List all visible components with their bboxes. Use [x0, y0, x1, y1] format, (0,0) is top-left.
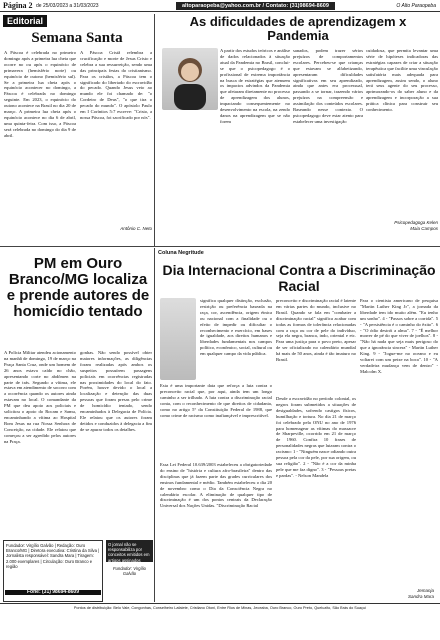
story1-column-3: cuidadosa, que permita levantar uma série de hipóteses indicadoras das estratégias capazes de criar a situação terapêutica que facilite uma vinculação satisfatória mais adequada para aprendizagem, assim sendo, o aluno terá seus agente do seu processo, aprimorando-os do saber aluno e da aprendizagem e incorporação a sua prática clínica para construir seu conhecimento.	[366, 48, 438, 113]
story3-column-1c: Essa Lei Federal 10.639/2003 estabeleceu a obrigatoriedade do ensino de "história e cultura afro-brasileira" dentro das disciplinas que já fazem parte das grades curriculares dos ensinos fundamental e médio. Também estabeleceu o dia 20 de novembro como o Dia da Consciência Negra no calendário escolar. A eliminação de qualquer tipo de discriminação é um dos pontos centrais da Declaração Universal dos Nações Unidas. "Discriminação Racial	[160, 462, 272, 509]
column-illustration	[160, 298, 196, 380]
author-photo	[162, 48, 218, 110]
story1-signature-1: Psicopedagoga Kelen	[394, 220, 438, 225]
story3-column-1b: Esta é uma importante data que reforça a luta contra o preconceito racial que, por aqui, ainda tem um longo caminho a ser trilhado. A luta contra a discriminação racial conta, com o reconhecimento de que direitos de cidadania, como no artigo 5° da Constituição Federal de 1988, que como crime de racismo como inafiançável e imprescritível.	[160, 383, 272, 418]
brand-mark: O Alto Paraopeba	[396, 2, 436, 9]
section-divider	[0, 246, 440, 247]
story2-title: PM em Ouro Branco/MG localiza e prende autores de homicídio tentado	[6, 255, 150, 320]
column-kicker: Coluna Negritude	[158, 250, 204, 256]
column-divider	[154, 14, 155, 246]
story3-signature-2: Sandra Mara	[407, 594, 434, 599]
contact-banner: altoparaopeba@yahoo.com.br / Contato: (31)98694-8609	[176, 2, 335, 10]
page-number: Página 2	[3, 1, 33, 10]
editorial-column-2: A Páscoa Cristã relembra a crucificação e morte de Jesus Cristo e celebra a sua ressurreição, sendo uma das principais festas do cristianismo. Para os cristãos, a Páscoa tem o significado do libertado do escravidão do pecado. Quando Jesus veio ao mundo ele foi chamado de: "o Cordeiro de Deus", "o que tira o pecado do mundo". O apóstolo Paulo em I Coríntios 5:7 escreve: "Cristo, a nossa Páscoa, foi sacrificado por nós".	[80, 50, 152, 120]
founder-credit: Fundador: Virgílio Galvão	[113, 566, 146, 577]
editorial-tag: Editorial	[3, 15, 47, 27]
editorial-signature: Antônio C. Neto	[120, 226, 152, 231]
contact-phone: Fone: (31) 98694-8609	[5, 590, 101, 595]
story3-column-1a: significa qualquer distinção, exclusão, restrição ou preferência baseada na raça, cor, ascendência, origem étnica ou nacional com a finalidade ou o efeito de impedir ou dificultar o reconhecimento e exercício, em bases de igualdade, aos direitos humanos e liberdades fundamentais nos campos político, econômico, social, cultural ou em qualquer campo da vida pública.	[200, 298, 272, 357]
story3-title: Dia Internacional Contra a Discriminação Racial	[162, 262, 436, 294]
story2-column-1: A Polícia Militar atendeu acionamento na manhã de domingo, 19 de março na Praça Santa Cruz, onde um homem de 26 anos estava caído no chão, apresentando corte no abdômen na parte de trás. Segundo a vítima, ele estava em atendimento de socorro com a ocorrência quando os autores ainda estavam no local. O comandante da PM que deu apoio aos policiais e solicitou o apoio do Rocam e Samu, encaminhando a vítima ao Hospital Bom Jesus na rua Nossa Senhora de Conceição, na cidade. Ele relatou que começou a ser agredido pelos autores na Praça.	[4, 350, 76, 444]
story1-signature-2: Maia Campos	[410, 226, 438, 231]
story3-column-2a: preconceito e discriminação racial é latente em várias partes do mundo, inclusive no Brasil. Quando se fala em "combater a discriminação racial" significa acabar com todas as formas de tolerância relacionadas com a raça ou cor de pele do indivíduo, seja ela negra, branca, indo, oriental e etc. Para uma justiça para o povo preto, apesar de ser oficializado no calendário mundial há mais de 50 anos, ainda é tão imaturo no Brasil.	[276, 298, 356, 363]
column-divider	[154, 248, 155, 602]
expediente-box: Fundador: Virgílio Galvão | Redação: Ouro Branco/MG | Diretora executiva: Cristina da Silva | Jornalista responsável: Sandra Mara | Tiragem: 2.000 exemplares | Circulação: Ouro Branco e região	[3, 540, 103, 602]
story3-column-2b: Desde a escravidão no período colonial, os negros foram submetidos a situações de desigualdades, sofrendo castigos físicos, humilhação e tortura. No dia 21 de março foi celebrado pela ONU no ano de 1976 para homenagear as vítimas do massacre de Sharpeville, ocorrido em 21 de março de 1960. Confira 10 frases de personalidades negras que lutaram contra o racismo: 1 - "Ninguém nasce odiando outra pessoa pela cor da pele, por sua origem, ou sua religião". 2 - "Não é a cor da minha pele que me faz digno". 3 - "Pessoas pretas e pardas". - Nelson Mandela	[276, 396, 356, 478]
edition-dates: de 25/03/2023 a 31/03/2023	[36, 2, 99, 9]
story3-signature-1: Jemanja	[416, 588, 434, 593]
notice-box: O jornal não se responsabiliza por conceitos emitidos em artigos assinados	[106, 540, 153, 562]
page-header	[0, 0, 440, 12]
story1-column-1: A partir dos estudos teóricos e análise de dados relacionados à situação atual da Pandemia no Brasil, conclui-se que o psicopedagogo é o profissional de extrema importância na busca de estratégias que atenuem os impactos advindos da Pandemia que afetaram diretamente no processo de aprendizagem dos alunos, impactando consequentemente no desenvolvimento na escola, na​ zendo danos na aprendizagem que se não forem	[220, 48, 290, 124]
story1-column-2: sanados, podem trazer sérios prejuízos de comportamentos escolares. Percebeu-se que crianças que estavam se alfabetizando, apresentaram dificuldades significativas em seu aprendizado, ainda que antes era processual, passando a se tornar, trazendo vários prejuízos na compreensão e assimilação dos conteúdos escolares. Baseando nesse contexto. O psicopedagogo deve estar atento para estabelecer uma investigação	[293, 48, 363, 124]
editorial-column-1: A Páscoa é celebrada no primeiro domingo após a primeira lua cheia que ocorre no ou após o equinócio de primavera (hemisfério norte) ou equinócio de outono (hemisfério sul). Se a primeira lua cheia após o equinócio acontecer no domingo, a Páscoa é celebrada no domingo seguinte. Em 2023, o equinócio do outono acontece na Brasil no dia 20 de março. A primeira lua cheia após o equinócio acontece no dia 6 de abril, uma quinta-feira. Com isso, a Páscoa será celebrada no domingo do dia 9 de abril.	[4, 50, 76, 138]
distribution-footer: Pontos de distribuição: Belo Vale, Congonhas, Conselheiro Lafaiete, Cristiano Otoni, Entre Rios de Minas, Jeceaba, Ouro Branco, Ouro Preto, Queluzito, São Brás do Suaçuí	[0, 603, 440, 640]
editorial-title: Semana Santa	[31, 30, 123, 46]
portrait-icon	[162, 48, 218, 110]
story3-column-3: Para o cientista americano de pesquisa "Martin Luther King Jr", a jornada da liberdade tem ido muito além. "Eu tenho um sonho". 4 - "Passos sobre a corrida". 5 - "A persistência é o caminho do êxito". 6 - "O ódio destrói a alma". 7 - "É melhor morrer de pé do que viver de joelhos". 8 - "Não há nada que seja mais perigoso do que a ignorância sincera" - Martin Luther King. 9 - "Jogue-me no oceano e eu voltarei com um peixe na boca". 10 - "A verdadeira mudança vem de dentro" - Malcolm X.	[360, 298, 438, 374]
story2-column-2: gonhas. Não sendo possível obter maiores informações, as diligências foram realizadas após ambos os suspeitos possuírem passagens policiais em ocorrências registradas nas proximidades do local do fato. Porém, houve devido o local a localização e detenção das duas pessoas que foram presas pelo crime de homicídio tentado, sendo encaminhados à Delegacia de Polícia. Ele relatou que os autores foram detidos e conduzidos à delegacia a fim de se apurar todos os detalhes.	[80, 350, 152, 432]
story1-title: As dificuldades de aprendizagem x Pandemia	[189, 14, 407, 43]
